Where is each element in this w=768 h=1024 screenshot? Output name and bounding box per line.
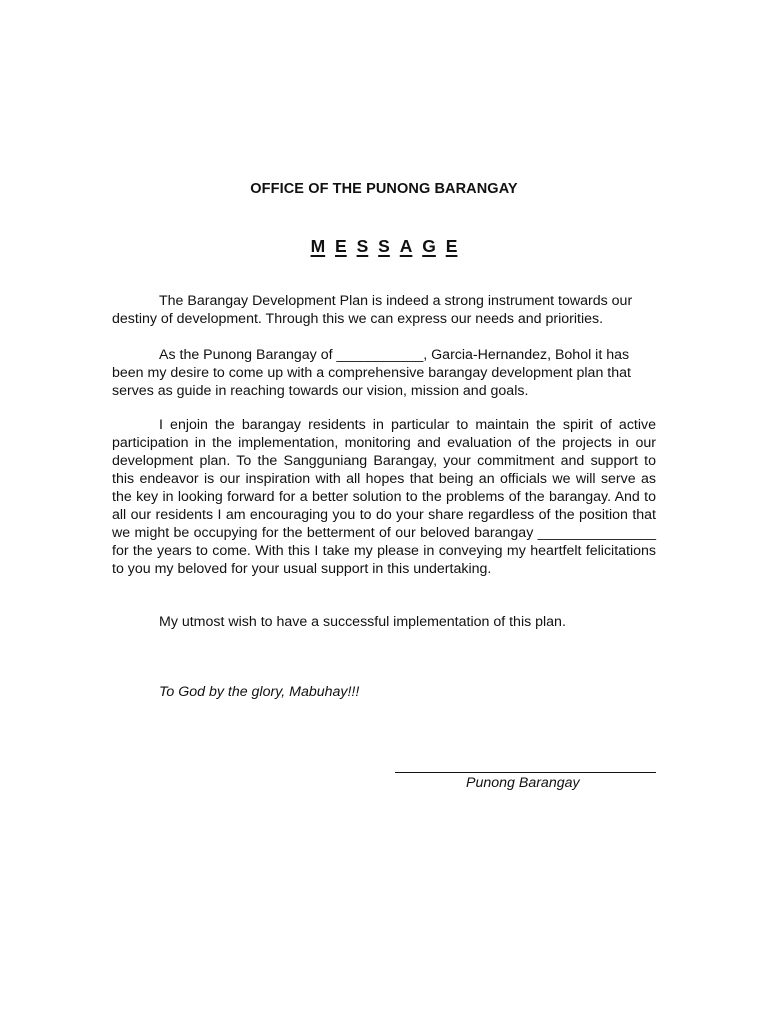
closing-salutation: To God by the glory, Mabuhay!!! — [159, 684, 360, 700]
paragraph-text: I enjoin the barangay residents in particular to maintain the spirit of active participation in the implementation, monitoring and evaluation of the projects in our development plan. To the Sangguniang Barangay, your commitment and support to this endeavor is our inspiration with all hopes that being an officials we will serve as the key in looking forward for a better solution to the problems of the barangay. And to all our residents I am encouraging you to do your share regardless of the position that we might be occupying for the betterment of our beloved barangay _______________ for the years to come. With this I take my please in conveying my heartfelt felicitations to you my beloved for your usual support in this undertaking. — [112, 417, 656, 577]
body-paragraph — [112, 346, 656, 400]
office-heading: OFFICE OF THE PUNONG BARANGAY — [250, 181, 518, 197]
title-letter: E — [445, 236, 458, 256]
signature-line — [395, 772, 656, 773]
signature-label: Punong Barangay — [466, 775, 580, 791]
title-letter: S — [378, 236, 390, 256]
title-letter: G — [422, 236, 436, 256]
body-paragraph — [112, 292, 656, 328]
paragraph-text: As the Punong Barangay of ___________, Garcia-Hernandez, Bohol it has been my desire to come up with a comprehensive barangay development plan that serves as guide in reaching towards our vision, mission and goals. — [112, 347, 631, 399]
title-letter: S — [356, 236, 369, 256]
title-letter: M — [310, 236, 326, 256]
title-letter: E — [335, 236, 347, 256]
title-letter: A — [399, 236, 413, 256]
paragraph-text: The Barangay Development Plan is indeed a strong instrument towards our destiny of development. Through this we can express our needs and priorities. — [112, 293, 633, 327]
body-paragraph — [112, 416, 656, 578]
message-title — [0, 236, 768, 257]
body-paragraph — [112, 613, 656, 631]
paragraph-text: My utmost wish to have a successful implementation of this plan. — [159, 614, 566, 630]
